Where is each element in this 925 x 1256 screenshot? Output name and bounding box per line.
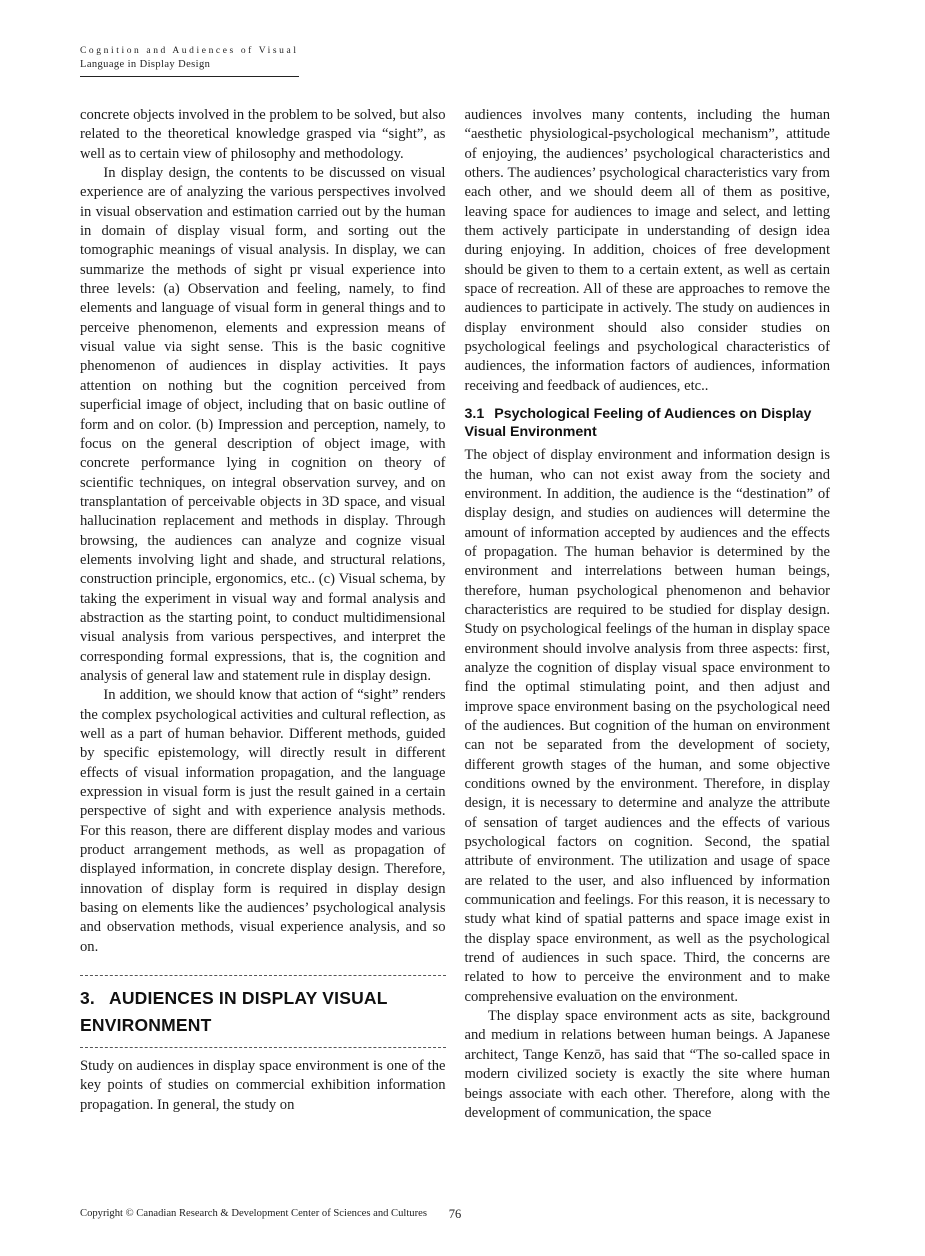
section-title: AUDIENCES IN DISPLAY VISUAL ENVIRONMENT — [80, 988, 388, 1036]
section-heading — [80, 975, 446, 1048]
paragraph: The display space environment acts as site, background and medium in relations between human beings. A Japanese architect, Tange Kenzō, has said that “The so-called space in modern civilized society is exactly the site where human beings associate with each other. Therefore, along with the development of communication, the space — [464, 1008, 830, 1121]
paragraph: In display design, the contents to be discussed on visual experience are of analyzing the various perspectives involved in visual observation and estimation carried out by the human in domain of display visual form, and sorting out the tomographic meanings of visual analysis. In display, we can summarize the methods of sight pr visual experience into three levels: (a) Observation and feeling, namely, to find elements and language of visual form in general things and to perceive phenomenon, elements and expression means of visual value via sight sense. This is the basic cognitive phenomenon of audiences in display activities. It pays attention on nothing but the cognition perceived from superficial image of object, including that on basic outline of form and on color. (b) Impression and perception, namely, to focus on the general description of object image, with concrete performance lying in cognition on theory of scientific techniques, on integral observation survey, and on transplantation of perceivable objects in 3D space, and visual hallucination replacement and methods in display. Through browsing, the audiences can analyze and cognize visual elements involving light and shade, and structural relations, construction principle, ergonomics, etc.. (c) Visual schema, by taking the experiment in visual way and formal analysis and abstraction as the starting point, to conduct multidimensional visual analysis from various perspectives, and interpret the corresponding formal expressions, that is, the cognition and analysis of general law and statement rule in display design. — [80, 165, 446, 684]
running-title-line1: Cognition and Audiences of Visual — [80, 46, 299, 56]
paragraph: In addition, we should know that action of “sight” renders the complex psychological activities and cultural reflection, as well as a part of human behavior. Different methods, guided by specific epistemology, will directly result in different effects of visual information propagation, and the language expression in visual form is just the result gained in a certain perspective of sight and with experience analysis methods. For this reason, there are different display modes and various product arrangement methods, as well as propagation of displayed information, in concrete display design. Therefore, innovation of display form is required in display design basing on elements like the audiences’ psychological analysis and observation methods, visual experience analysis, and so on. — [80, 687, 446, 955]
two-column-body — [80, 106, 830, 1123]
subsection-number: 3.1 — [464, 406, 485, 423]
subsection-heading — [465, 406, 831, 441]
paragraph: The object of display environment and information design is the human, who can not exist away from the society and environment. In addition, the audience is the “destination” of display design, and studies on audiences will determine the amount of information accepted by audiences and the effects of propagation. The human behavior is determined by the environment and interrelations between human beings, therefore, human psychological phenomenon and behavior characteristics are required to be studied for display design. Study on psychological feelings of the human in display space environment should involve analysis from three aspects: first, analyze the cognition of display visual space environment to find the optimal stimulating point, and then adjust and improve space environment basing on the psychological need of the audiences. But cognition of the human on environment can not be separated from the development of society, different growth stages of the human, and some objective conditions owned by the environment. Therefore, in display design, it is necessary to determine and analyze the attribute of sensation of target audiences and the effects of various psychological factors on cognition. Second, the spatial attribute of environment. The utilization and usage of space are related to the user, and also influenced by information communication and feelings. For this reason, it is necessary to study what kind of spatial patterns and space image exist in the display space environment, as well as the psychological trend of audiences in such space. Third, the concerns are related to how to perceive the environment and to make comprehensive evaluation on the environment. — [464, 447, 830, 1005]
section-number: 3. — [80, 988, 95, 1009]
paragraph: Study on audiences in display space environment is one of the key points of studies on commercial exhibition information propagation. In general, the study on — [80, 1058, 446, 1113]
paragraph-continued: audiences involves many contents, including the human “aesthetic physiological-psychological mechanism”, attitude of enjoying, the audiences’ psychological characteristics and others. The audiences’ psychological characteristics vary from each other, and we should deem all of them as positive, leaving space for audiences to image and select, and letting them actively participate in understanding of design idea during enjoying. In addition, choices of free development should be given to them to a certain extent, as well as certain space of recreation. All of these are approaches to remove the audiences to participate in actively. The study on audiences in display environment should also consider studies on psychological feelings and psychological characteristics of audiences, the information factors of audiences, information receiving and feedback of audiences, etc.. — [464, 107, 830, 394]
running-title-line2: Language in Display Design — [80, 59, 211, 70]
page-footer — [80, 1208, 830, 1219]
left-column — [80, 106, 446, 1123]
running-header — [80, 45, 299, 77]
paragraph-continued: concrete objects involved in the problem to be solved, but also related to the theoretical knowledge grasped via “sight”, as well as to certain view of philosophy and methodology. — [80, 107, 446, 162]
copyright-notice: Copyright © Canadian Research & Development Center of Sciences and Cultures — [80, 1208, 427, 1219]
page-number: 76 — [448, 1207, 462, 1221]
subsection-title: Psychological Feeling of Audiences on Display Visual Environment — [464, 406, 812, 440]
right-column — [465, 106, 831, 1123]
